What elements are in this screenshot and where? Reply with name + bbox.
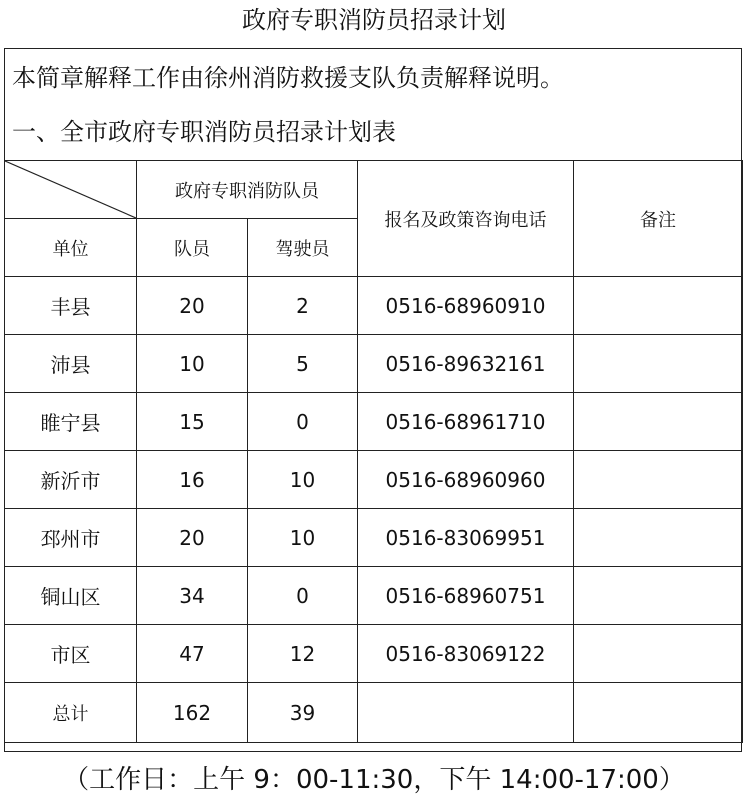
table-row (5, 277, 743, 335)
driver-cell: 5 (248, 335, 358, 393)
member-cell: 20 (137, 277, 248, 335)
member-cell: 10 (137, 335, 248, 393)
unit-cell: 市区 (5, 625, 137, 683)
note-cell (574, 509, 743, 567)
note-header: 备注 (574, 161, 743, 277)
total-phone (358, 683, 574, 743)
group-header: 政府专职消防队员 (137, 161, 358, 219)
note-cell (574, 567, 743, 625)
note-cell (574, 335, 743, 393)
table-row (5, 451, 743, 509)
note-cell (574, 451, 743, 509)
page-title: 政府专职消防员招录计划 (242, 6, 506, 34)
diagonal-header-cell (5, 161, 137, 219)
total-member: 162 (137, 683, 248, 743)
table-row (5, 625, 743, 683)
member-cell: 20 (137, 509, 248, 567)
phone-cell: 0516-68960751 (358, 567, 574, 625)
unit-cell: 丰县 (5, 277, 137, 335)
member-cell: 34 (137, 567, 248, 625)
note-cell (574, 393, 743, 451)
table-row (5, 335, 743, 393)
unit-cell: 邳州市 (5, 509, 137, 567)
driver-cell: 10 (248, 451, 358, 509)
table-row (5, 509, 743, 567)
phone-header: 报名及政策咨询电话 (358, 161, 574, 277)
unit-cell: 沛县 (5, 335, 137, 393)
unit-header: 单位 (5, 219, 137, 277)
total-note (574, 683, 743, 743)
working-hours: （工作日：上午 9：00-11:30，下午 14:00-17:00） (63, 765, 685, 795)
phone-cell: 0516-68961710 (358, 393, 574, 451)
recruitment-table (4, 160, 743, 743)
total-driver: 39 (248, 683, 358, 743)
driver-cell: 2 (248, 277, 358, 335)
note-cell (574, 277, 743, 335)
phone-cell: 0516-83069951 (358, 509, 574, 567)
unit-cell: 新沂市 (5, 451, 137, 509)
driver-cell: 12 (248, 625, 358, 683)
driver-cell: 10 (248, 509, 358, 567)
table-row (5, 393, 743, 451)
total-label: 总计 (5, 683, 137, 743)
unit-cell: 睢宁县 (5, 393, 137, 451)
intro-section (4, 48, 742, 162)
note-cell (574, 625, 743, 683)
phone-cell: 0516-68960910 (358, 277, 574, 335)
driver-header: 驾驶员 (248, 219, 358, 277)
total-row (5, 683, 743, 743)
driver-cell: 0 (248, 393, 358, 451)
intro-note: 本简章解释工作由徐州消防救援支队负责解释说明。 (12, 64, 564, 92)
member-header: 队员 (137, 219, 248, 277)
section-heading: 一、全市政府专职消防员招录计划表 (12, 118, 396, 146)
member-cell: 15 (137, 393, 248, 451)
member-cell: 47 (137, 625, 248, 683)
unit-cell: 铜山区 (5, 567, 137, 625)
phone-cell: 0516-83069122 (358, 625, 574, 683)
table-row (5, 567, 743, 625)
diagonal-line (5, 161, 136, 218)
phone-cell: 0516-68960960 (358, 451, 574, 509)
table-header-row (5, 161, 743, 219)
driver-cell: 0 (248, 567, 358, 625)
phone-cell: 0516-89632161 (358, 335, 574, 393)
member-cell: 16 (137, 451, 248, 509)
